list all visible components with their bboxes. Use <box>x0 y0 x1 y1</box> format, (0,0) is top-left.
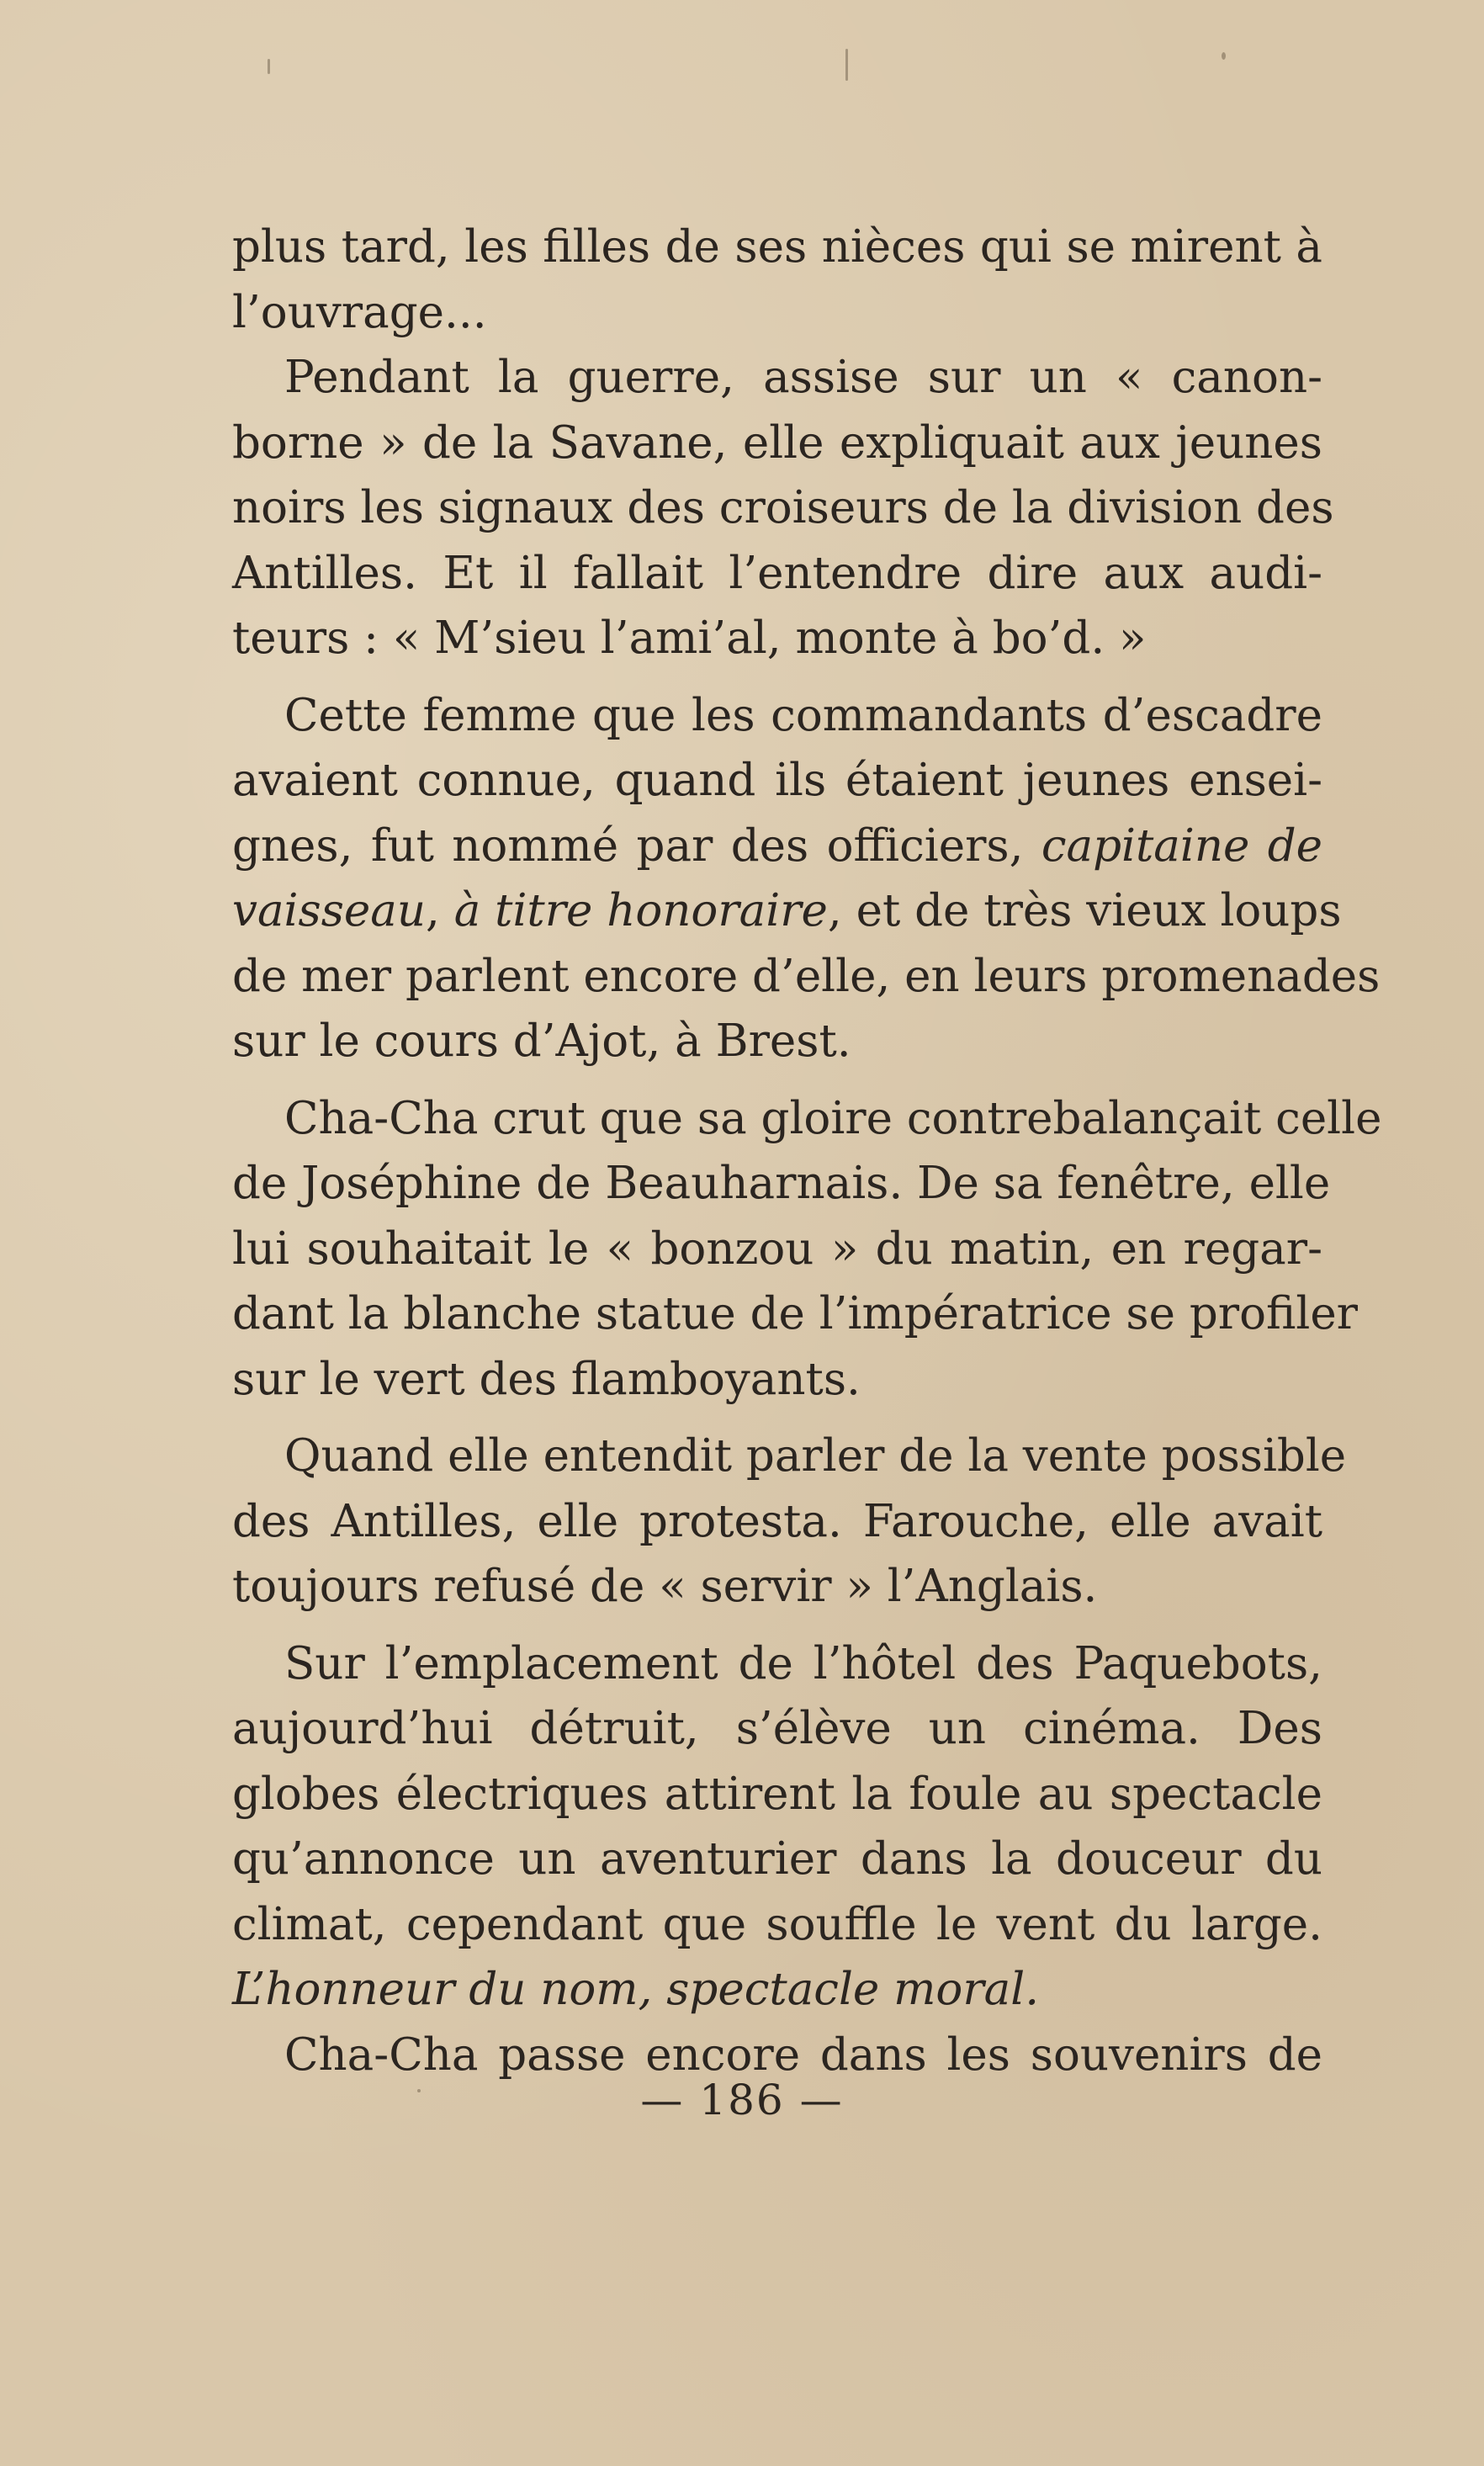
body-text <box>232 215 1382 2087</box>
paper-speck <box>1222 52 1226 60</box>
text-line-2: l’ouvrage... <box>232 286 487 338</box>
text-line-11: vaisseau, à titre honoraire, et de très vieux loups <box>232 885 1342 936</box>
text-line-9: avaient connue, quand ils étaient jeunes ensei- <box>232 755 1322 806</box>
text-line-16: lui souhaitait le « bonzou » du matin, en regar- <box>232 1222 1322 1275</box>
text-line-8: Cette femme que les commandants d’escadre <box>284 689 1322 741</box>
text-line-12: de mer parlent encore d’elle, en leurs promenades <box>232 950 1381 1002</box>
page-number: — 186 — <box>640 2076 844 2124</box>
text-line-28: Cha-Cha passe encore dans les souvenirs de <box>284 2028 1322 2081</box>
text-line-22: Sur l’emplacement de l’hôtel des Paquebots, <box>284 1637 1322 1689</box>
text-line-18: sur le vert des flamboyants. <box>232 1353 861 1405</box>
text-line-24: globes électriques attirent la foule au spectacle <box>232 1768 1322 1820</box>
text-line-3: Pendant la guerre, assise sur un « canon- <box>284 352 1322 403</box>
text-line-17: dant la blanche statue de l’impératrice se profiler <box>232 1288 1359 1339</box>
text-line-13: sur le cours d’Ajot, à Brest. <box>232 1016 851 1067</box>
text-line-26: climat, cependant que souffle le vent du large. <box>232 1898 1322 1950</box>
text-line-15: de Joséphine de Beauharnais. De sa fenêtre, elle <box>232 1158 1331 1209</box>
text-line-25: qu’annonce un aventurier dans la douceur du <box>232 1833 1322 1885</box>
text-line-21: toujours refusé de « servir » l’Anglais. <box>232 1561 1098 1612</box>
text-line-20: des Antilles, elle protesta. Farouche, elle avait <box>232 1495 1322 1547</box>
text-line-7: teurs : « M’sieu l’ami’al, monte à bo’d. » <box>232 613 1147 664</box>
text-line-14: Cha-Cha crut que sa gloire contrebalançait celle <box>284 1092 1382 1144</box>
text-line-5: noirs les signaux des croiseurs de la division des <box>232 482 1334 533</box>
text-line-1: plus tard, les filles de ses nièces qui se mirent à <box>232 221 1322 273</box>
text-line-23: aujourd’hui détruit, s’élève un cinéma. Des <box>232 1703 1322 1754</box>
text-line-27: L’honneur du nom, spectacle moral. <box>232 1964 1040 2015</box>
paper-speck <box>268 59 270 74</box>
paper-speck <box>417 2089 421 2092</box>
text-line-4: borne » de la Savane, elle expliquait aux jeunes <box>232 416 1322 469</box>
paper-speck <box>845 49 848 81</box>
text-line-19: Quand elle entendit parler de la vente possible <box>284 1430 1347 1482</box>
text-line-10: gnes, fut nommé par des officiers, capitaine de <box>232 819 1322 872</box>
text-line-6: Antilles. Et il fallait l’entendre dire aux audi- <box>232 547 1322 599</box>
